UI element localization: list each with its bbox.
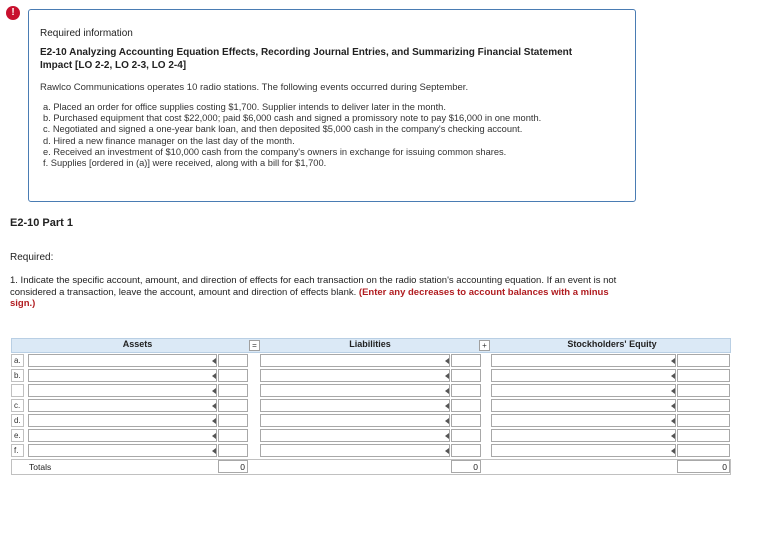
- row-label: [11, 384, 24, 397]
- dropdown-arrow-icon: [212, 388, 216, 394]
- equity-account-select[interactable]: [491, 384, 676, 397]
- asset-amount-input[interactable]: [218, 429, 248, 442]
- exercise-title: E2-10 Analyzing Accounting Equation Effects, Recording Journal Entries, and Summarizing Financial Statement Impact [LO 2-2, LO 2-3, LO 2-4]: [40, 47, 573, 71]
- event-a: a. Placed an order for office supplies costing $1,700. Supplier intends to deliver later in the month.: [43, 102, 446, 112]
- liability-account-select[interactable]: [260, 414, 450, 427]
- row-label: f.: [11, 444, 24, 457]
- dropdown-arrow-icon: [671, 403, 675, 409]
- liability-amount-input[interactable]: [451, 369, 481, 382]
- asset-amount-input[interactable]: [218, 354, 248, 367]
- equity-account-select[interactable]: [491, 399, 676, 412]
- liability-amount-input[interactable]: [451, 429, 481, 442]
- accounting-equation-table: [11, 338, 731, 473]
- part-heading: E2-10 Part 1: [10, 217, 73, 229]
- assets-header: Assets: [122, 339, 153, 349]
- asset-account-select[interactable]: [28, 384, 217, 397]
- exercise-intro: Rawlco Communications operates 10 radio stations. The following events occurred during September.: [40, 82, 469, 93]
- liability-account-select[interactable]: [260, 444, 450, 457]
- dropdown-arrow-icon: [212, 358, 216, 364]
- equity-amount-input[interactable]: [677, 399, 730, 412]
- liabilities-header: Liabilities: [349, 339, 391, 349]
- event-f: f. Supplies [ordered in (a)] were received, along with a bill for $1,700.: [43, 158, 327, 169]
- dropdown-arrow-icon: [671, 433, 675, 439]
- liability-account-select[interactable]: [260, 354, 450, 367]
- plus-sign: +: [479, 340, 490, 351]
- asset-account-select[interactable]: [28, 414, 217, 427]
- dropdown-arrow-icon: [671, 448, 675, 454]
- liabilities-total: 0: [473, 462, 478, 472]
- instruction-emphasis: (Enter any decreases to account balances with a minus sign.): [10, 286, 609, 309]
- equity-amount-input[interactable]: [677, 369, 730, 382]
- dropdown-arrow-icon: [445, 448, 449, 454]
- equity-account-select[interactable]: [491, 369, 676, 382]
- dropdown-arrow-icon: [212, 418, 216, 424]
- alert-icon: !: [6, 6, 20, 20]
- asset-amount-input[interactable]: [218, 369, 248, 382]
- liability-amount-input[interactable]: [451, 384, 481, 397]
- dropdown-arrow-icon: [445, 358, 449, 364]
- equity-amount-input[interactable]: [677, 444, 730, 457]
- asset-account-select[interactable]: [28, 429, 217, 442]
- liability-amount-input[interactable]: [451, 399, 481, 412]
- equals-sign: =: [249, 340, 260, 351]
- required-information-heading: Required information: [40, 28, 133, 39]
- asset-amount-input[interactable]: [218, 399, 248, 412]
- row-label: c.: [11, 399, 24, 412]
- row-label: d.: [11, 414, 24, 427]
- dropdown-arrow-icon: [212, 448, 216, 454]
- event-c: c. Negotiated and signed a one-year bank loan, and then deposited $5,000 cash in the company's checking account.: [43, 124, 523, 135]
- dropdown-arrow-icon: [445, 433, 449, 439]
- dropdown-arrow-icon: [671, 418, 675, 424]
- liability-account-select[interactable]: [260, 429, 450, 442]
- dropdown-arrow-icon: [671, 373, 675, 379]
- dropdown-arrow-icon: [212, 403, 216, 409]
- dropdown-arrow-icon: [445, 373, 449, 379]
- event-b: b. Purchased equipment that cost $22,000; paid $6,000 cash and signed a promissory note to pay $16,000 in one month.: [43, 113, 542, 124]
- liability-amount-input[interactable]: [451, 354, 481, 367]
- totals-label: Totals: [29, 462, 52, 472]
- dropdown-arrow-icon: [445, 403, 449, 409]
- dropdown-arrow-icon: [212, 373, 216, 379]
- row-label: e.: [11, 429, 24, 442]
- liability-account-select[interactable]: [260, 399, 450, 412]
- dropdown-arrow-icon: [212, 433, 216, 439]
- equity-account-select[interactable]: [491, 354, 676, 367]
- equity-account-select[interactable]: [491, 414, 676, 427]
- equity-amount-input[interactable]: [677, 414, 730, 427]
- equity-amount-input[interactable]: [677, 354, 730, 367]
- event-d: d. Hired a new finance manager on the last day of the month.: [43, 135, 295, 146]
- instruction-body: 1. Indicate the specific account, amount, and direction of effects for each transaction on the radio station's accounting equation. If an event is not considered a transaction, leave the account, amount and direction of effects blank.: [10, 275, 617, 298]
- equity-account-select[interactable]: [491, 444, 676, 457]
- instruction-text: [10, 275, 630, 310]
- asset-account-select[interactable]: [28, 369, 217, 382]
- asset-account-select[interactable]: [28, 354, 217, 367]
- asset-account-select[interactable]: [28, 444, 217, 457]
- equity-amount-input[interactable]: [677, 429, 730, 442]
- equity-amount-input[interactable]: [677, 384, 730, 397]
- liability-amount-input[interactable]: [451, 414, 481, 427]
- liability-account-select[interactable]: [260, 369, 450, 382]
- event-e: e. Received an investment of $10,000 cash from the company's owners in exchange for issuing common shares.: [43, 146, 507, 157]
- dropdown-arrow-icon: [445, 418, 449, 424]
- totals-row: [11, 459, 731, 475]
- dropdown-arrow-icon: [671, 358, 675, 364]
- required-label: Required:: [10, 252, 54, 263]
- asset-amount-input[interactable]: [218, 384, 248, 397]
- dropdown-arrow-icon: [445, 388, 449, 394]
- asset-amount-input[interactable]: [218, 414, 248, 427]
- required-information-box: [28, 9, 636, 202]
- equity-header: Stockholders' Equity: [567, 339, 657, 349]
- row-label: a.: [11, 354, 24, 367]
- equity-total: 0: [722, 462, 727, 472]
- equity-account-select[interactable]: [491, 429, 676, 442]
- assets-total: 0: [240, 462, 245, 472]
- dropdown-arrow-icon: [671, 388, 675, 394]
- row-label: b.: [11, 369, 24, 382]
- event-list: [43, 102, 541, 169]
- asset-amount-input[interactable]: [218, 444, 248, 457]
- liability-amount-input[interactable]: [451, 444, 481, 457]
- liability-account-select[interactable]: [260, 384, 450, 397]
- asset-account-select[interactable]: [28, 399, 217, 412]
